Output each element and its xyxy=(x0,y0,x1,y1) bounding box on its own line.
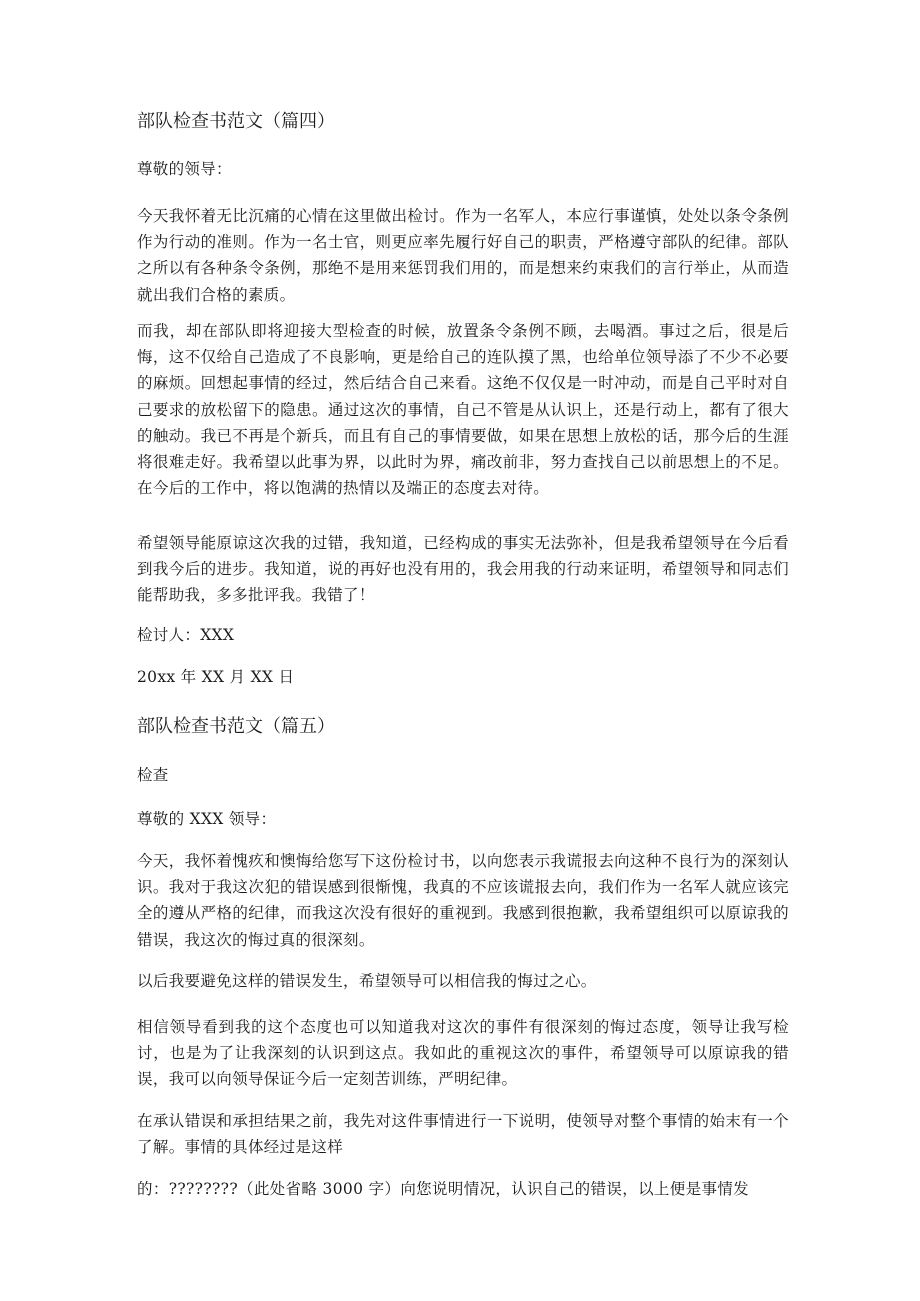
section5-paragraph-2: 以后我要避免这样的错误发生，希望领导可以相信我的悔过之心。 xyxy=(137,972,597,990)
section4-salutation: 尊敬的领导： xyxy=(137,160,232,178)
section5-paragraph-4: 在承认错误和承担结果之前，我先对这件事情进行一下说明，使领导对整个事情的始末有一个了解。事情的具体经过是这样 xyxy=(137,1112,789,1157)
section4-date: 20xx 年 XX 月 XX 日 xyxy=(137,668,295,686)
section4-paragraph-1: 今天我怀着无比沉痛的心情在这里做出检讨。作为一名军人，本应行事谨慎，处处以条令条例作为行动的准则。作为一名士官，则更应率先履行好自己的职责，严格遵守部队的纪律。部队之所以有各种条令条例，那绝不是用来惩罚我们用的，而是想来约束我们的言行举止，从而造就出我们合格的素质。 xyxy=(137,207,789,304)
section5-title: 部队检查书范文（篇五） xyxy=(137,716,335,737)
section5-paragraph-3: 相信领导看到我的这个态度也可以知道我对这次的事件有很深刻的悔过态度，领导让我写检讨，也是为了让我深刻的认识到这点。我如此的重视这次的事件，希望领导可以原谅我的错误，我可以向领导保证今后一定刻苦训练，严明纪律。 xyxy=(137,1018,789,1089)
section4-title: 部队检查书范文（篇四） xyxy=(137,111,335,132)
section5-salutation: 尊敬的 XXX 领导： xyxy=(137,810,277,828)
section5-paragraph-5: 的：????????（此处省略 3000 字）向您说明情况，认识自己的错误，以上便是事情发 xyxy=(137,1180,750,1198)
section4-paragraph-3: 希望领导能原谅这次我的过错，我知道，已经构成的事实无法弥补，但是我希望领导在今后看到我今后的进步。我知道，说的再好也没有用的，我会用我的行动来证明，希望领导和同志们能帮助我，多多批评我。我错了！ xyxy=(137,534,789,605)
section4-signature: 检讨人：XXX xyxy=(137,626,235,644)
section5-paragraph-1: 今天，我怀着愧疚和懊悔给您写下这份检讨书，以向您表示我谎报去向这种不良行为的深刻认识。我对于我这次犯的错误感到很惭愧，我真的不应该谎报去向，我们作为一名军人就应该完全的遵从严格的纪律，而我这次没有很好的重视到。我感到很抱歉，我希望组织可以原谅我的错误，我这次的悔过真的很深刻。 xyxy=(137,852,789,949)
section4-paragraph-2: 而我，却在部队即将迎接大型检查的时候，放置条令条例不顾，去喝酒。事过之后，很是后悔，这不仅给自己造成了不良影响，更是给自己的连队摸了黑，也给单位领导添了不少不必要的麻烦。回想起事情的经过，然后结合自己来看。这绝不仅仅是一时冲动，而是自己平时对自己要求的放松留下的隐患。通过这次的事情，自己不管是从认识上，还是行动上，都有了很大的触动。我已不再是个新兵，而且有自己的事情要做，如果在思想上放松的话，那今后的生涯将很难走好。我希望以此事为界，以此时为界，痛改前非，努力查找自己以前思想上的不足。在今后的工作中，将以饱满的热情以及端正的态度去对待。 xyxy=(137,322,789,498)
section5-subtitle: 检查 xyxy=(137,766,169,784)
